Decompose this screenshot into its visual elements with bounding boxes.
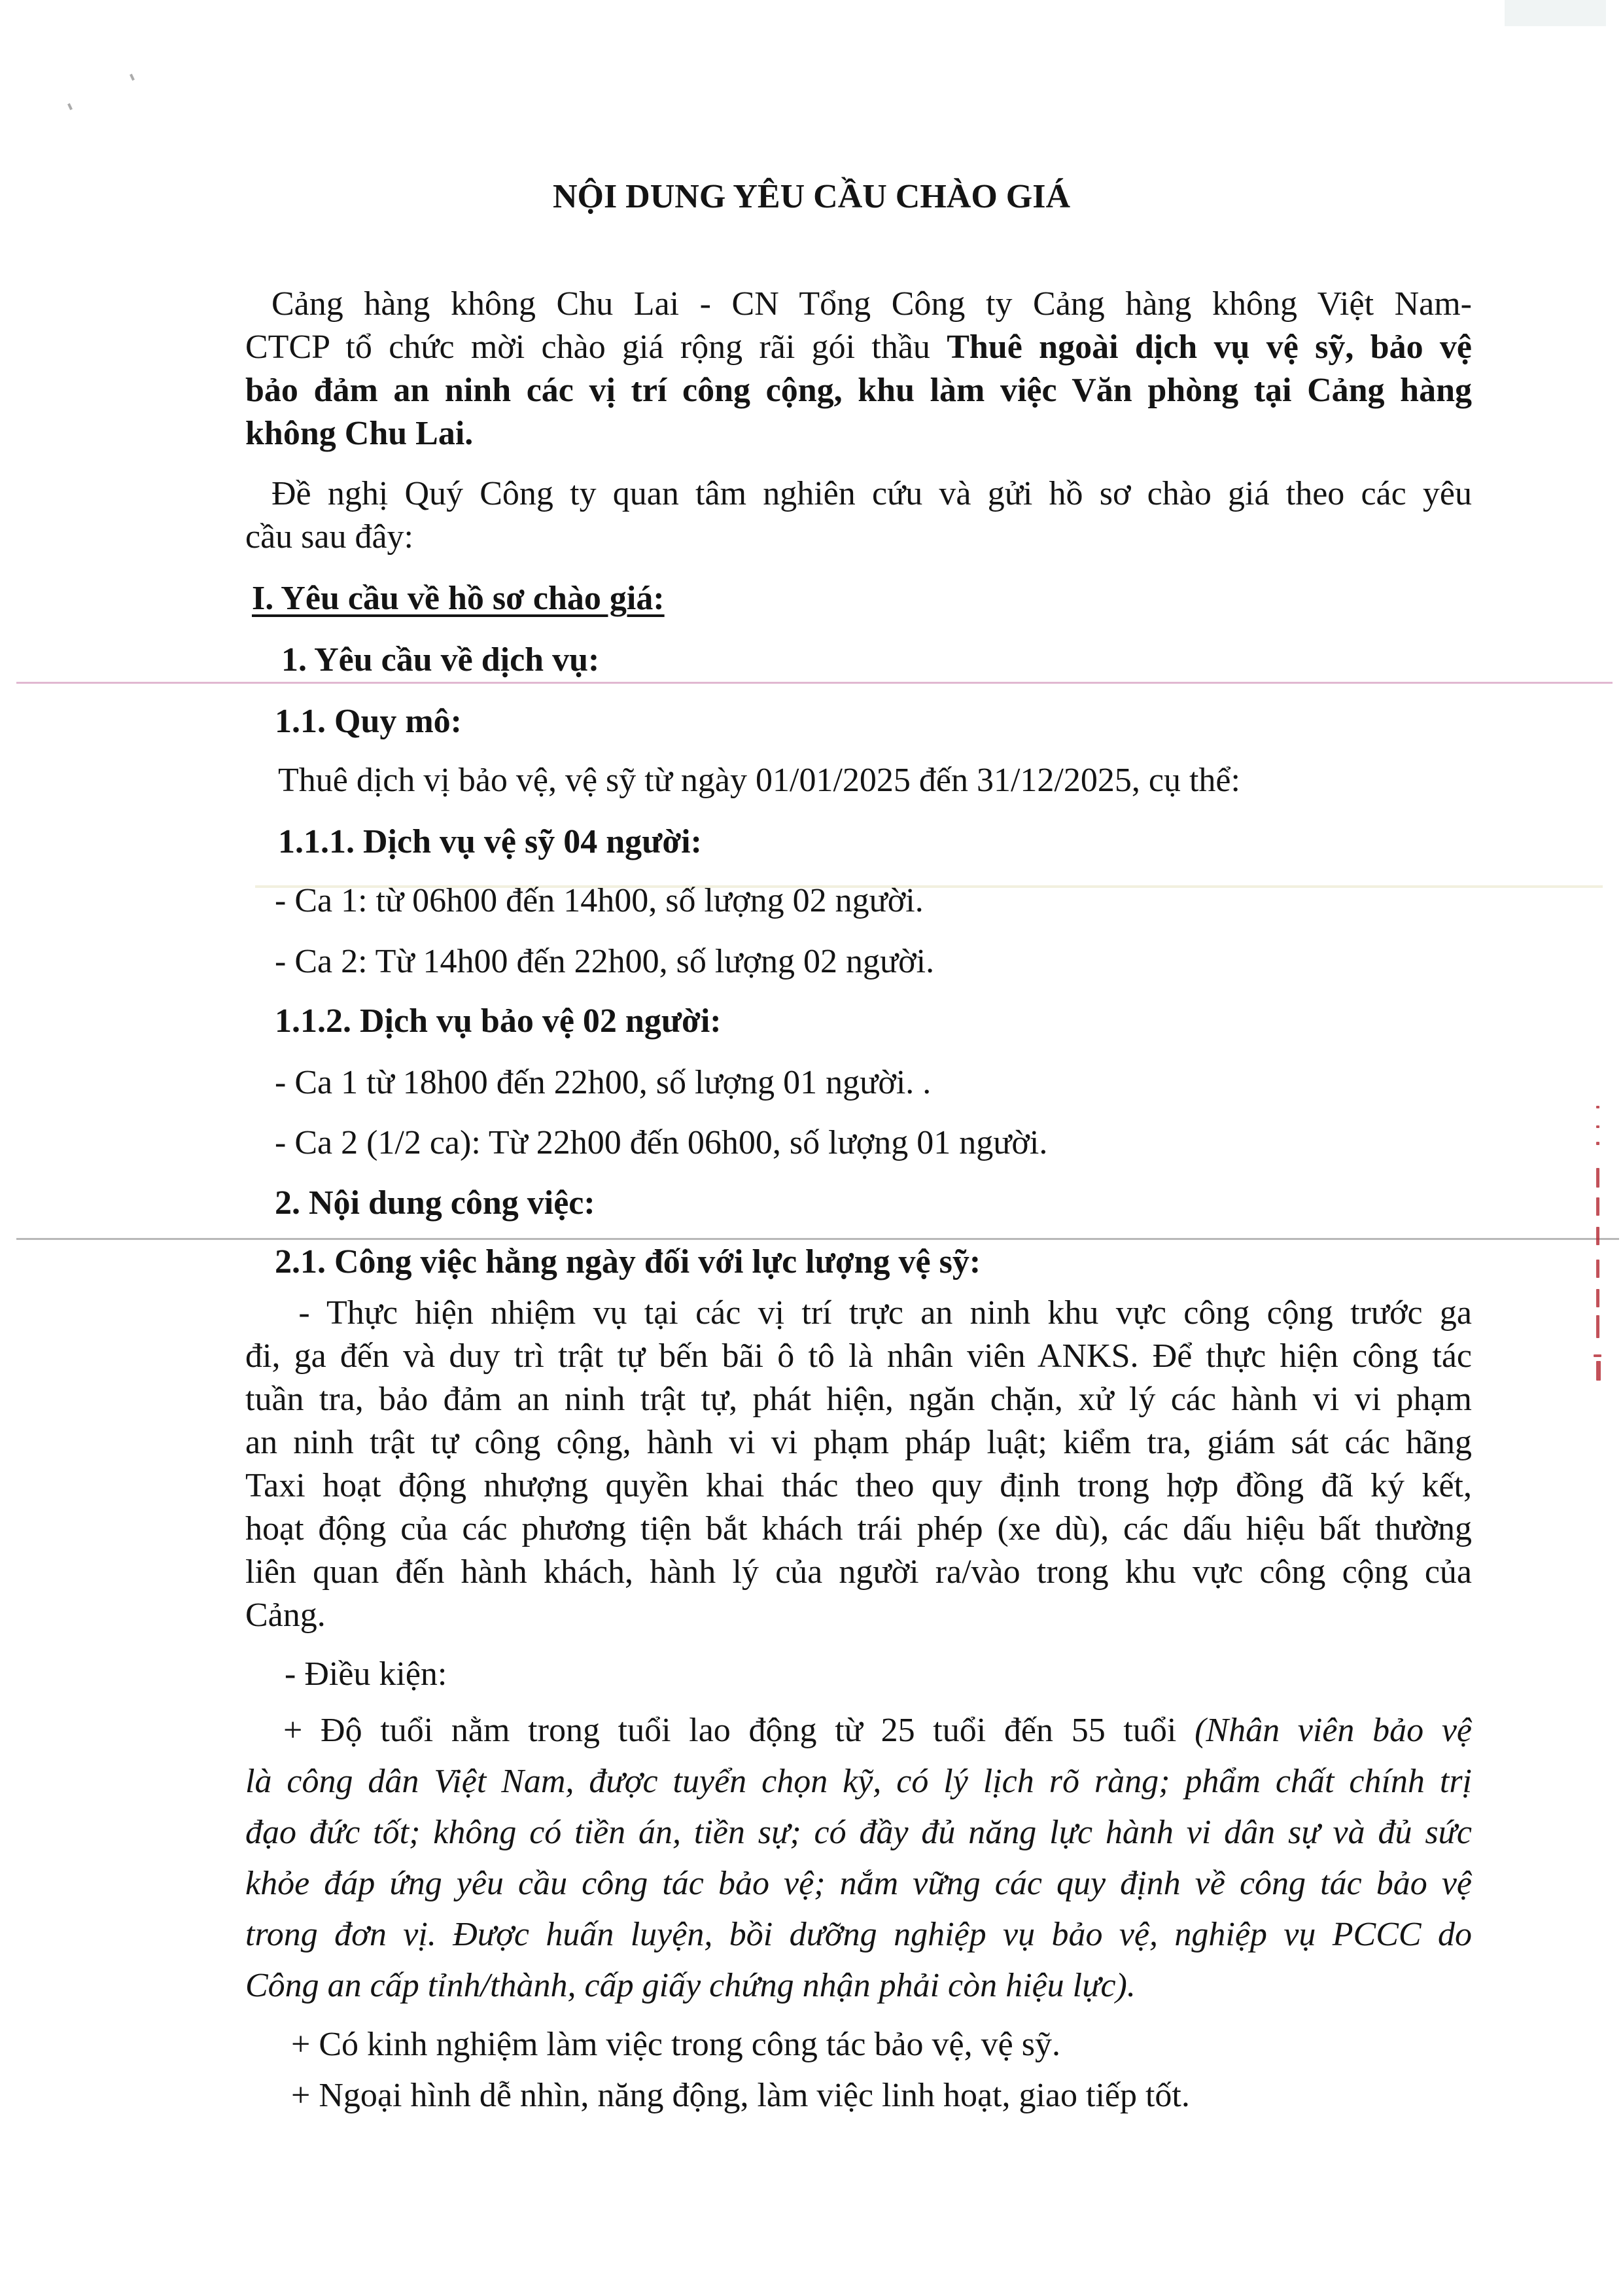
scope-text: Thuê dịch vị bảo vệ, vệ sỹ từ ngày 01/01/2025 đến 31/12/2025, cụ thể: bbox=[278, 762, 1240, 799]
scan-speck bbox=[130, 74, 135, 81]
duties-line-8: Cảng. bbox=[245, 1597, 326, 1634]
duties-line-6: hoạt động của các phương tiện bắt khách trái phép (xe dù), các dấu hiệu bất thường bbox=[245, 1510, 1472, 1547]
condition-age-line bbox=[245, 1709, 1472, 1752]
section-1-1-1-heading: 1.1.1. Dịch vụ vệ sỹ 04 người: bbox=[278, 823, 702, 860]
guard-shift-1: - Ca 1: từ 06h00 đến 14h00, số lượng 02 người. bbox=[275, 882, 924, 919]
section-1-1-heading: 1.1. Quy mô: bbox=[275, 703, 462, 740]
duties-line-1: - Thực hiện nhiệm vụ tại các vị trí trực an ninh khu vực công cộng trước ga bbox=[281, 1294, 1472, 1332]
intro-line-2 bbox=[245, 326, 1472, 369]
conditions-label: - Điều kiện: bbox=[285, 1655, 447, 1693]
duties-line-4: an ninh trật tự công cộng, hành vi vi phạm pháp luật; kiểm tra, giám sát các hãng bbox=[245, 1424, 1472, 1461]
condition-experience: + Có kinh nghiệm làm việc trong công tác bảo vệ, vệ sỹ. bbox=[291, 2026, 1060, 2063]
condition-note-line-2: đạo đức tốt; không có tiền án, tiền sự; có đầy đủ năng lực hành vi dân sự và đủ sức bbox=[245, 1814, 1472, 1851]
condition-note-line-4: trong đơn vị. Được huấn luyện, bồi dưỡng nghiệp vụ bảo vệ, nghiệp vụ PCCC do bbox=[245, 1916, 1472, 1953]
intro-line-3: bảo đảm an ninh các vị trí công cộng, khu làm việc Văn phòng tại Cảng hàng bbox=[245, 372, 1472, 409]
guard-shift-2: - Ca 2: Từ 14h00 đến 22h00, số lượng 02 người. bbox=[275, 943, 935, 980]
intro-line-4: không Chu Lai. bbox=[245, 415, 474, 452]
security-shift-2: - Ca 2 (1/2 ca): Từ 22h00 đến 06h00, số lượng 01 người. bbox=[275, 1124, 1048, 1161]
document-title: NỘI DUNG YÊU CẦU CHÀO GIÁ bbox=[552, 178, 1071, 215]
scan-speck bbox=[67, 103, 73, 111]
section-i-heading: I. Yêu cầu về hồ sơ chào giá: bbox=[252, 580, 665, 617]
duties-line-7: liên quan đến hành khách, hành lý của người ra/vào trong khu vực công cộng của bbox=[245, 1553, 1472, 1591]
condition-age-text: + Độ tuổi nằm trong tuổi lao động từ 25 tuổi đến 55 tuổi bbox=[283, 1712, 1195, 1749]
request-line-2: cầu sau đây: bbox=[245, 518, 414, 556]
scan-line bbox=[16, 1238, 1619, 1240]
section-1-heading: 1. Yêu cầu về dịch vụ: bbox=[281, 641, 600, 679]
stamp-fragment-icon bbox=[1590, 1106, 1616, 1381]
duties-line-2: đi, ga đến và duy trì trật tự bến bãi ô tô là nhân viên ANKS. Để thực hiện công tác bbox=[245, 1337, 1472, 1375]
request-line-1: Đề nghị Quý Công ty quan tâm nghiên cứu và gửi hồ sơ chào giá theo các yêu bbox=[271, 475, 1472, 512]
section-2-1-heading: 2.1. Công việc hằng ngày đối với lực lượng vệ sỹ: bbox=[275, 1243, 981, 1280]
condition-note-line-3: khỏe đáp ứng yêu cầu công tác bảo vệ; nắm vững các quy định về công tác bảo vệ bbox=[245, 1865, 1472, 1902]
scan-line bbox=[16, 682, 1613, 684]
condition-appearance: + Ngoại hình dễ nhìn, năng động, làm việc linh hoạt, giao tiếp tốt. bbox=[291, 2077, 1190, 2114]
condition-note-line-5: Công an cấp tỉnh/thành, cấp giấy chứng nhận phải còn hiệu lực). bbox=[245, 1967, 1136, 2004]
intro-package-name: Thuê ngoài dịch vụ vệ sỹ, bảo vệ bbox=[947, 328, 1472, 366]
condition-age-note-start: (Nhân viên bảo vệ bbox=[1195, 1712, 1472, 1749]
section-2-heading: 2. Nội dung công việc: bbox=[275, 1184, 595, 1222]
scan-artifact-corner bbox=[1505, 0, 1606, 26]
duties-line-5: Taxi hoạt động nhượng quyền khai thác theo quy định trong hợp đồng đã ký kết, bbox=[245, 1467, 1472, 1504]
section-1-1-2-heading: 1.1.2. Dịch vụ bảo vệ 02 người: bbox=[275, 1002, 722, 1040]
intro-line-2-normal: CTCP tổ chức mời chào giá rộng rãi gói thầu bbox=[245, 328, 947, 366]
intro-line-1: Cảng hàng không Chu Lai - CN Tổng Công ty Cảng hàng không Việt Nam- bbox=[271, 285, 1472, 323]
condition-note-line-1: là công dân Việt Nam, được tuyển chọn kỹ, có lý lịch rõ ràng; phẩm chất chính trị bbox=[245, 1763, 1472, 1800]
security-shift-1: - Ca 1 từ 18h00 đến 22h00, số lượng 01 người. . bbox=[275, 1064, 932, 1101]
duties-line-3: tuần tra, bảo đảm an ninh trật tự, phát hiện, ngăn chặn, xử lý các hành vi vi phạm bbox=[245, 1381, 1472, 1418]
